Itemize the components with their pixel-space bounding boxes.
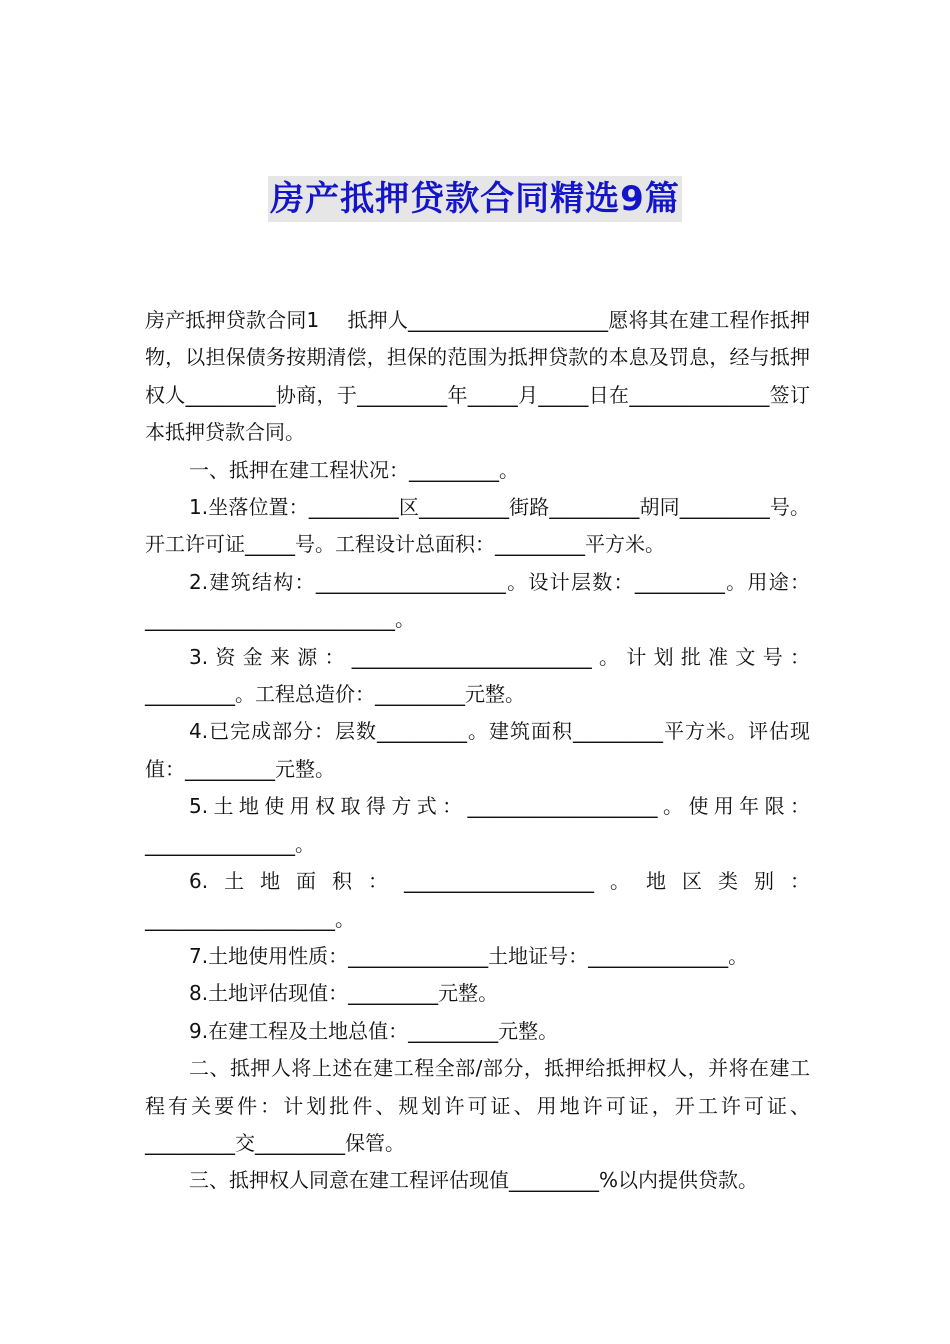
clause-6-land-area: 6.土地面积：___________________。地区类别：___________________。 xyxy=(145,869,810,931)
section-1-heading: 一、抵押在建工程状况：_________。 xyxy=(189,457,519,482)
clause-4-completed: 4.已完成部分：层数_________。建筑面积_________平方米。评估现值：_________元整。 xyxy=(145,719,810,781)
paragraph-intro xyxy=(145,302,810,452)
clause-1-location: 1.坐落位置：_________区_________街路_________胡同_________号。开工许可证_____号。工程设计总面积：_________平方米。 xyxy=(145,495,810,557)
section-3-text: 三、抵押权人同意在建工程评估现值_________%以内提供贷款。 xyxy=(189,1168,759,1193)
section-2-text: 二、抵押人将上述在建工程全部/部分，抵押给抵押权人，并将在建工程有关要件：计划批件、规划许可证、用地许可证，开工许可证、_________交_________保管。 xyxy=(145,1056,810,1155)
document-body xyxy=(145,302,810,1200)
clause-2-structure: 2.建筑结构：___________________。设计层数：_________。用途：_________________________。 xyxy=(145,569,810,632)
clause-8-land-value: 8.土地评估现值：_________元整。 xyxy=(189,981,499,1006)
clause-9-total-value: 9.在建工程及土地总值：_________元整。 xyxy=(189,1018,559,1043)
clause-5-land-rights: 5.土地使用权取得方式：___________________。使用年限：_______________。 xyxy=(145,794,810,856)
title-block xyxy=(0,176,950,222)
intro-text: 抵押人____________________愿将其在建工程作抵押物，以担保债务按期清偿，担保的范围为抵押贷款的本息及罚息，经与抵押权人_________协商，于_________年_____月_____日在______________签订本抵押贷款合同。 xyxy=(145,308,810,445)
contract-heading: 房产抵押贷款合同1 xyxy=(145,308,320,332)
clause-7-land-use: 7.土地使用性质：______________土地证号：______________。 xyxy=(189,943,749,968)
clause-3-funding: 3.资金来源：________________________。计划批准文号：_________。工程总造价：_________元整。 xyxy=(145,644,810,707)
document-title: 房产抵押贷款合同精选9篇 xyxy=(268,176,682,222)
